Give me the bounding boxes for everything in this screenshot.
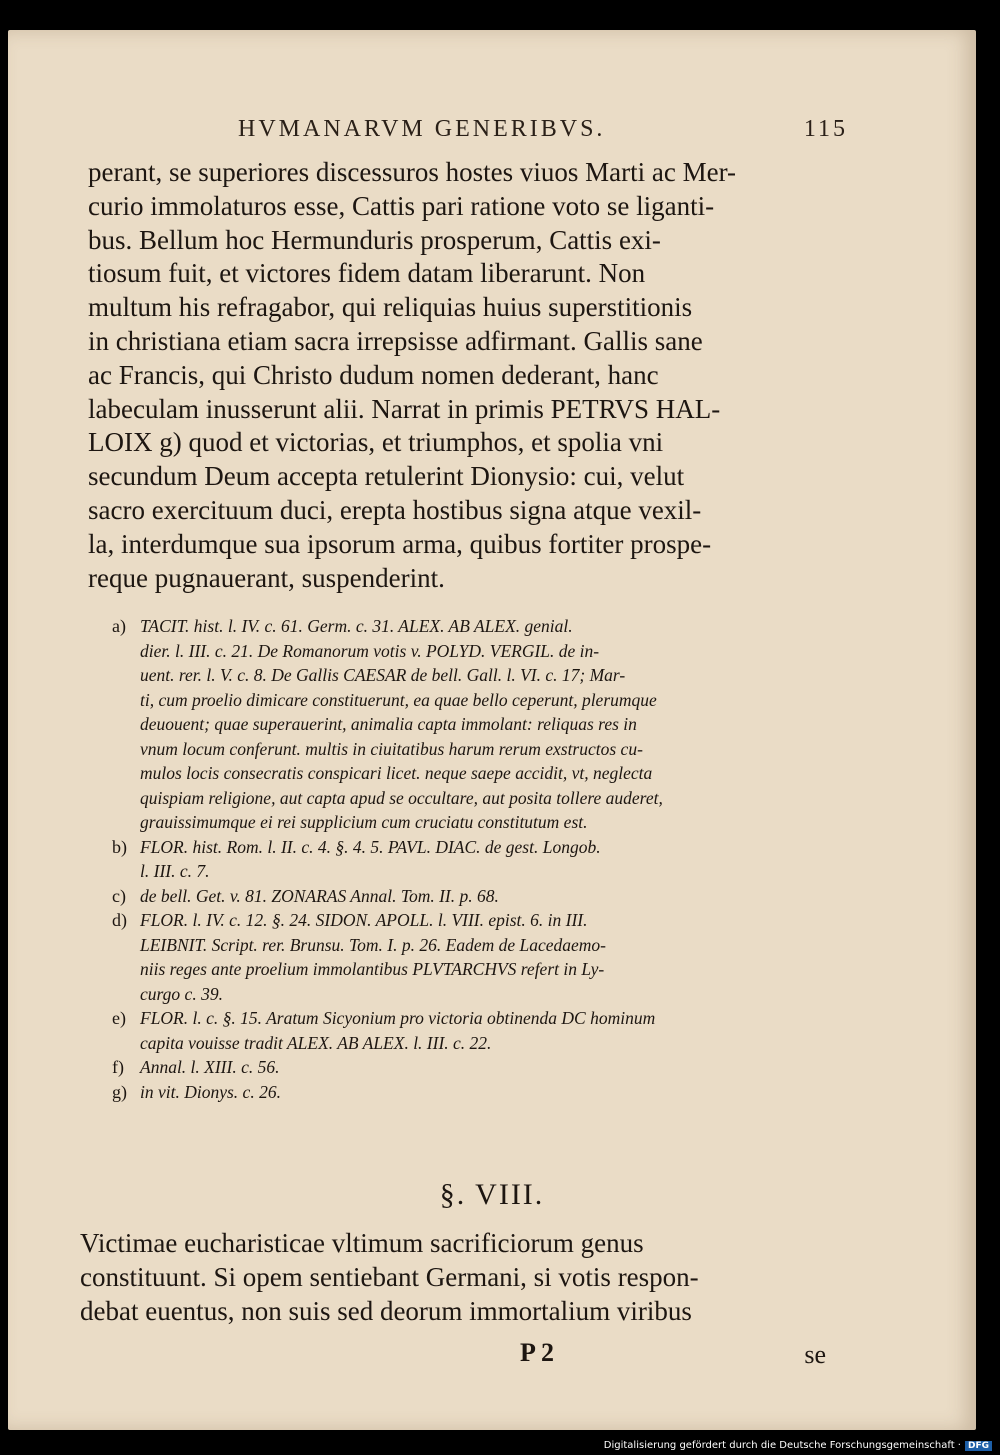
footnote-a — [112, 614, 834, 835]
text-line: curio immolaturos esse, Cattis pari ratione voto se liganti- — [88, 190, 715, 221]
footnote-d — [112, 908, 834, 1006]
text-line: multum his refragabor, qui reliquias huius superstitionis — [88, 292, 693, 323]
text-line: Victimae eucharisticae vltimum sacrificiorum genus — [80, 1228, 644, 1258]
section-heading: §. VIII. — [439, 1178, 545, 1211]
footnote-line: FLOR. l. IV. c. 12. §. 24. SIDON. APOLL. l. VIII. epist. 6. in III. — [140, 910, 588, 930]
footnote-c — [112, 884, 834, 909]
footnote-line: vnum locum conferunt. multis in ciuitatibus harum rerum exstructos cu- — [140, 738, 643, 759]
footnote-label: g) — [112, 1081, 127, 1102]
footnote-line: deuouent; quae superauerint, animalia capta immolant: reliquas res in — [140, 714, 637, 734]
text-line: la, interdumque sua ipsorum arma, quibus fortiter prospe- — [88, 528, 712, 559]
footnote-label: a) — [112, 616, 126, 636]
footnote-e — [112, 1006, 834, 1055]
footnote-label: e) — [112, 1008, 126, 1028]
text-line: ac Francis, qui Christo dudum nomen dederant, hanc — [88, 359, 659, 390]
dfg-logo-icon: DFG — [965, 1441, 992, 1451]
footnote-line: Annal. l. XIII. c. 56. — [140, 1057, 280, 1077]
footnote-line: grauissimumque ei rei supplicium cum cruciatu constitutum est. — [140, 812, 588, 832]
footnote-b — [112, 835, 834, 884]
footnote-line: niis reges ante proelium immolantibus PLVTARCHVS refert in Ly- — [140, 959, 605, 979]
text-line: reque pugnauerant, suspenderint. — [88, 562, 445, 593]
page-number: 115 — [803, 116, 848, 142]
catchword: se — [804, 1340, 826, 1369]
text-line: bus. Bellum hoc Hermunduris prosperum, Cattis exi- — [88, 224, 661, 255]
footnote-line: capita vouisse tradit ALEX. AB ALEX. l. III. c. 22. — [140, 1032, 492, 1053]
credit-text: Digitalisierung gefördert durch die Deutsche Forschungsgemeinschaft · — [603, 1440, 961, 1451]
footnote-f — [112, 1055, 834, 1080]
digitization-credit — [604, 1440, 992, 1451]
running-header — [238, 116, 848, 156]
footnote-label: f) — [112, 1057, 124, 1077]
text-line: secundum Deum accepta retulerint Dionysio: cui, velut — [88, 461, 685, 492]
text-line: constituunt. Si opem sentiebant Germani, si votis respon- — [80, 1262, 699, 1292]
text-line: labeculam inusserunt alii. Narrat in primis PETRVS HAL- — [88, 393, 721, 424]
footnote-line: dier. l. III. c. 21. De Romanorum votis v. POLYD. VERGIL. de in- — [140, 640, 600, 661]
footnote-line: uent. rer. l. V. c. 8. De Gallis CAESAR de bell. Gall. l. VI. c. 17; Mar- — [140, 665, 626, 685]
footnote-label: b) — [112, 836, 127, 857]
footnote-line: mulos locis consecratis conspicari licet. neque saepe accidit, vt, neglecta — [140, 763, 653, 783]
footnote-g — [112, 1080, 834, 1105]
footnotes — [112, 614, 834, 1104]
footnote-line: curgo c. 39. — [140, 983, 223, 1004]
footnote-line: in vit. Dionys. c. 26. — [140, 1081, 281, 1102]
text-line: perant, se superiores discessuros hostes viuos Marti ac Mer- — [88, 157, 737, 187]
footnote-label: d) — [112, 910, 127, 930]
footnote-line: de bell. Get. v. 81. ZONARAS Annal. Tom. II. p. 68. — [140, 885, 499, 906]
section-text — [80, 1226, 848, 1328]
footnote-label: c) — [112, 885, 126, 906]
footnote-line: l. III. c. 7. — [140, 861, 210, 881]
main-text — [88, 156, 848, 595]
page-footer — [8, 1332, 976, 1372]
text-line: in christiana etiam sacra irrepsisse adfirmant. Gallis sane — [88, 325, 703, 356]
footnote-line: LEIBNIT. Script. rer. Brunsu. Tom. I. p. 26. Eadem de Lacedaemo- — [140, 934, 606, 955]
book-page — [8, 30, 976, 1430]
text-line: tiosum fuit, et victores fidem datam liberarunt. Non — [88, 258, 646, 289]
text-line: debat euentus, non suis sed deorum immortalium viribus — [80, 1296, 692, 1326]
text-line: sacro exercituum duci, erepta hostibus signa atque vexil- — [88, 494, 702, 525]
footnote-line: FLOR. hist. Rom. l. II. c. 4. §. 4. 5. PAVL. DIAC. de gest. Longob. — [140, 836, 601, 857]
footnote-line: quispiam religione, aut capta apud se occultare, aut posita tollere auderet, — [140, 787, 663, 808]
text-line: LOIX g) quod et victorias, et triumphos, et spolia vni — [88, 427, 664, 458]
footnote-line: FLOR. l. c. §. 15. Aratum Sicyonium pro victoria obtinenda DC hominum — [140, 1008, 656, 1028]
running-title: HVMANARVM GENERIBVS. — [238, 116, 606, 142]
footnote-line: TACIT. hist. l. IV. c. 61. Germ. c. 31. ALEX. AB ALEX. genial. — [140, 616, 573, 636]
footnote-line: ti, cum proelio dimicare constituerunt, ea quae bello ceperunt, plerumque — [140, 689, 657, 710]
signature-mark: P 2 — [520, 1338, 554, 1367]
